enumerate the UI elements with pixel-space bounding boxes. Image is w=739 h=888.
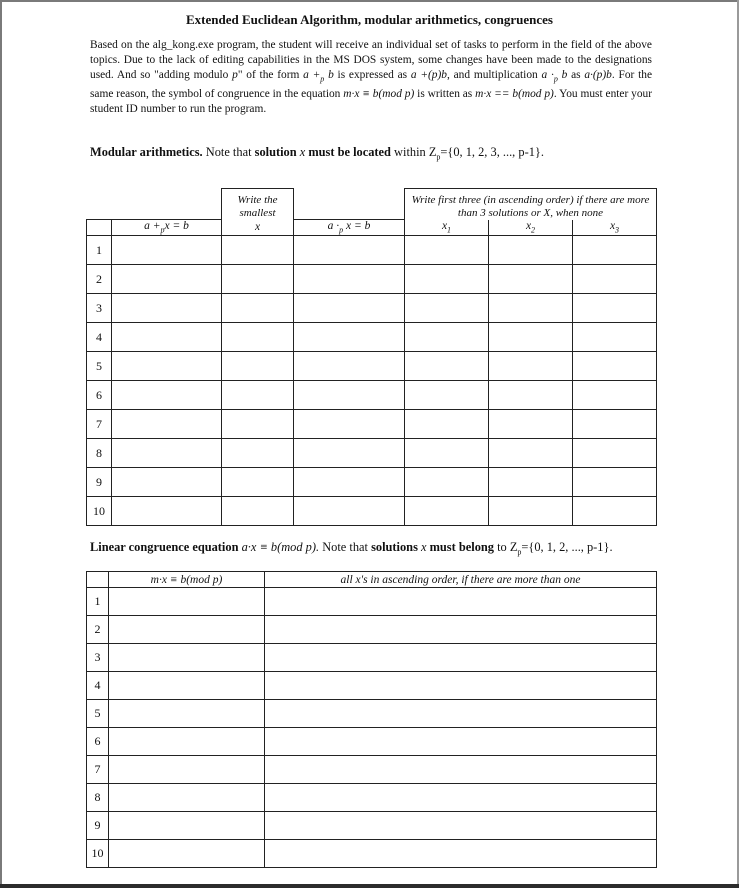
row-number: 6: [87, 728, 109, 756]
answer-cell-x2[interactable]: [489, 236, 573, 265]
table-row: [87, 265, 657, 294]
table-row: [87, 672, 657, 700]
table2-body: [87, 588, 657, 868]
row-number: 1: [87, 588, 109, 616]
col-header-x3: $x_3$: [573, 220, 657, 236]
s1-bold-3: must be located: [305, 145, 391, 159]
window-frame-left: [0, 0, 2, 888]
answer-cell-x3[interactable]: [573, 410, 657, 439]
row-number: 9: [87, 468, 112, 497]
answer-cell-x3[interactable]: [573, 352, 657, 381]
section-modular-arithmetics-heading: [90, 145, 544, 161]
s2-text-2: to Z: [493, 540, 518, 554]
table-row: [87, 840, 657, 868]
answer-cell-mul[interactable]: [294, 381, 405, 410]
answer-cell-add[interactable]: [112, 410, 222, 439]
answer-cell-mul[interactable]: [294, 323, 405, 352]
answer-cell-all-solutions[interactable]: [265, 840, 657, 868]
row-number: 6: [87, 381, 112, 410]
table1-note-blank-1: [112, 189, 222, 220]
expr-congruence-dos: m·x == b(mod p): [475, 87, 554, 100]
expr-add-dos: a +(p)b: [410, 69, 447, 82]
expr-add-mod-sub: p: [320, 74, 325, 84]
table1-header-row: [87, 220, 657, 236]
answer-cell-x3[interactable]: [573, 323, 657, 352]
row-number: 1: [87, 236, 112, 265]
answer-cell-x2[interactable]: [489, 294, 573, 323]
table2-header-blank: [87, 572, 109, 588]
window-frame-top: [0, 0, 739, 2]
s2-bold-2: solutions: [371, 540, 418, 554]
answer-cell-all-solutions[interactable]: [265, 588, 657, 616]
answer-cell-add[interactable]: [112, 236, 222, 265]
answer-cell-equation[interactable]: [109, 840, 265, 868]
table-row: [87, 588, 657, 616]
table-row: [87, 439, 657, 468]
modular-arithmetics-table: [86, 188, 657, 526]
row-number: 2: [87, 265, 112, 294]
table-row: [87, 352, 657, 381]
answer-cell-all-solutions[interactable]: [265, 616, 657, 644]
answer-cell-all-solutions[interactable]: [265, 756, 657, 784]
answer-cell-mul[interactable]: [294, 410, 405, 439]
answer-cell-x1[interactable]: [405, 468, 489, 497]
col-header-add: $a +_px = b$: [112, 220, 222, 236]
expr-mul-dos: a·(p)b: [584, 69, 612, 82]
col-header-all-solutions: all x's in ascending order, if there are more than one: [265, 572, 657, 588]
answer-cell-all-solutions[interactable]: [265, 728, 657, 756]
intro-text-6: . For the same reason, the symbol of congruence in the equation: [90, 69, 653, 100]
intro-paragraph: [90, 38, 652, 117]
answer-cell-mul[interactable]: [294, 294, 405, 323]
answer-cell-x3[interactable]: [573, 265, 657, 294]
answer-cell-x1[interactable]: [405, 265, 489, 294]
window-frame-bottom: [0, 884, 739, 888]
answer-cell-equation[interactable]: [109, 588, 265, 616]
row-number: 3: [87, 644, 109, 672]
answer-cell-x3[interactable]: [573, 381, 657, 410]
table1-note-blank-2: [294, 189, 405, 220]
answer-cell-add[interactable]: [112, 294, 222, 323]
answer-cell-x1[interactable]: [405, 381, 489, 410]
linear-congruence-table: [86, 571, 657, 868]
answer-cell-equation[interactable]: [109, 672, 265, 700]
answer-cell-add[interactable]: [112, 497, 222, 526]
answer-cell-mul[interactable]: [294, 468, 405, 497]
table1-header-blank: [87, 220, 112, 236]
table-row: [87, 756, 657, 784]
answer-cell-all-solutions[interactable]: [265, 812, 657, 840]
expr-mul-mod-base: a ·: [541, 69, 554, 82]
table1-note-row: [87, 189, 657, 220]
answer-cell-equation[interactable]: [109, 728, 265, 756]
answer-cell-smallest-x[interactable]: [222, 236, 294, 265]
row-number: 5: [87, 700, 109, 728]
answer-cell-equation[interactable]: [109, 756, 265, 784]
s1-text-3: ={0, 1, 2, 3, ..., p-1}.: [440, 145, 544, 159]
section-linear-congruence-heading: [90, 540, 613, 556]
answer-cell-x3[interactable]: [573, 439, 657, 468]
s1-bold-1: Modular arithmetics.: [90, 145, 203, 159]
table-row: [87, 812, 657, 840]
expr-add-mod-tail: b: [324, 69, 334, 82]
row-number: 8: [87, 439, 112, 468]
answer-cell-mul[interactable]: [294, 352, 405, 381]
answer-cell-all-solutions[interactable]: [265, 784, 657, 812]
answer-cell-x1[interactable]: [405, 236, 489, 265]
row-number: 2: [87, 616, 109, 644]
answer-cell-smallest-x[interactable]: [222, 323, 294, 352]
answer-cell-smallest-x[interactable]: [222, 265, 294, 294]
row-number: 4: [87, 672, 109, 700]
answer-cell-mul[interactable]: [294, 236, 405, 265]
table-row: [87, 700, 657, 728]
intro-text-8: . You must enter your student ID number to run the program.: [90, 87, 653, 116]
answer-cell-equation[interactable]: [109, 616, 265, 644]
expr-congruence: m·x ≡ b(mod p): [343, 87, 415, 100]
answer-cell-smallest-x[interactable]: [222, 468, 294, 497]
expr-mul-mod: [541, 69, 568, 84]
answer-cell-x2[interactable]: [489, 323, 573, 352]
answer-cell-add[interactable]: [112, 468, 222, 497]
table-row: [87, 381, 657, 410]
row-number: 3: [87, 294, 112, 323]
answer-cell-x2[interactable]: [489, 497, 573, 526]
intro-var-p: p: [232, 69, 238, 82]
row-number: 8: [87, 784, 109, 812]
answer-cell-smallest-x[interactable]: [222, 352, 294, 381]
col-header-x: x: [222, 220, 294, 236]
answer-cell-equation[interactable]: [109, 812, 265, 840]
s2-var-x: x: [421, 540, 427, 554]
answer-cell-x2[interactable]: [489, 468, 573, 497]
table1-corner-blank: [87, 189, 112, 220]
row-number: 10: [87, 497, 112, 526]
s1-sub-p: p: [436, 152, 441, 162]
header-note-smallest: Write the smallest: [222, 189, 294, 220]
s2-bold-3: must belong: [426, 540, 494, 554]
answer-cell-x3[interactable]: [573, 236, 657, 265]
table-row: [87, 728, 657, 756]
answer-cell-x1[interactable]: [405, 294, 489, 323]
answer-cell-smallest-x[interactable]: [222, 497, 294, 526]
table-row: [87, 294, 657, 323]
answer-cell-x1[interactable]: [405, 352, 489, 381]
table-row: [87, 644, 657, 672]
table-row: [87, 236, 657, 265]
table-row: [87, 323, 657, 352]
answer-cell-x2[interactable]: [489, 439, 573, 468]
answer-cell-mul[interactable]: [294, 497, 405, 526]
table1-body: [87, 236, 657, 526]
answer-cell-equation[interactable]: [109, 644, 265, 672]
answer-cell-x2[interactable]: [489, 352, 573, 381]
intro-text-2: " of the form: [237, 69, 304, 82]
s1-bold-2: solution: [254, 145, 297, 159]
table-row: [87, 497, 657, 526]
answer-cell-add[interactable]: [112, 381, 222, 410]
answer-cell-mul[interactable]: [294, 439, 405, 468]
answer-cell-x2[interactable]: [489, 410, 573, 439]
intro-text-7: is written as: [414, 87, 476, 100]
answer-cell-equation[interactable]: [109, 700, 265, 728]
s2-bold-1: Linear congruence equation: [90, 540, 239, 554]
table-row: [87, 468, 657, 497]
row-number: 7: [87, 410, 112, 439]
answer-cell-smallest-x[interactable]: [222, 410, 294, 439]
s2-text-1: Note that: [319, 540, 372, 554]
expr-mul-mod-tail: b: [557, 69, 568, 82]
answer-cell-x2[interactable]: [489, 265, 573, 294]
row-number: 4: [87, 323, 112, 352]
answer-cell-x3[interactable]: [573, 497, 657, 526]
intro-text-3: is expressed as: [333, 69, 411, 82]
row-number: 7: [87, 756, 109, 784]
answer-cell-all-solutions[interactable]: [265, 700, 657, 728]
expr-mul-mod-sub: p: [553, 74, 558, 84]
answer-cell-all-solutions[interactable]: [265, 672, 657, 700]
answer-cell-smallest-x[interactable]: [222, 439, 294, 468]
answer-cell-all-solutions[interactable]: [265, 644, 657, 672]
answer-cell-x1[interactable]: [405, 410, 489, 439]
s1-text-2: within Z: [390, 145, 437, 159]
answer-cell-smallest-x[interactable]: [222, 381, 294, 410]
table-row: [87, 784, 657, 812]
answer-cell-add[interactable]: [112, 439, 222, 468]
answer-cell-add[interactable]: [112, 323, 222, 352]
answer-cell-add[interactable]: [112, 352, 222, 381]
col-header-equation: m·x ≡ b(mod p): [109, 572, 265, 588]
table-row: [87, 616, 657, 644]
answer-cell-x3[interactable]: [573, 468, 657, 497]
s2-sub-p: p: [517, 547, 522, 557]
s2-expr: a·x ≡ b(mod p).: [238, 540, 320, 554]
col-header-x2: $x_2$: [489, 220, 573, 236]
intro-text-1: Based on the alg_kong.exe program, the student will receive an individual set of tasks to perform in the field of the above topics. Due to the lack of editing capabilities in the MS DOS system, some changes have been made to the designations used. And so "adding modulo: [90, 39, 652, 82]
header-note-first-three: Write first three (in ascending order) if there are more than 3 solutions or X, when none: [405, 189, 657, 220]
table2-header-row: [87, 572, 657, 588]
answer-cell-x3[interactable]: [573, 294, 657, 323]
intro-text-5: as: [567, 69, 585, 82]
s1-var-x: x: [299, 145, 306, 159]
answer-cell-smallest-x[interactable]: [222, 294, 294, 323]
col-header-x1: $x_1$: [405, 220, 489, 236]
answer-cell-mul[interactable]: [294, 265, 405, 294]
answer-cell-x1[interactable]: [405, 439, 489, 468]
s1-text-1: Note that: [202, 145, 255, 159]
row-number: 9: [87, 812, 109, 840]
table-row: [87, 410, 657, 439]
answer-cell-x1[interactable]: [405, 323, 489, 352]
answer-cell-x2[interactable]: [489, 381, 573, 410]
answer-cell-x1[interactable]: [405, 497, 489, 526]
expr-add-mod: [303, 69, 334, 84]
col-header-mul: $a \cdot_p$ x = b: [294, 220, 405, 236]
document-title: Extended Euclidean Algorithm, modular arithmetics, congruences: [185, 12, 553, 27]
s2-text-3: ={0, 1, 2, ..., p-1}.: [521, 540, 613, 554]
intro-text-4: , and multiplication: [447, 69, 542, 82]
row-number: 10: [87, 840, 109, 868]
answer-cell-equation[interactable]: [109, 784, 265, 812]
answer-cell-add[interactable]: [112, 265, 222, 294]
row-number: 5: [87, 352, 112, 381]
expr-add-mod-base: a +: [303, 69, 321, 82]
